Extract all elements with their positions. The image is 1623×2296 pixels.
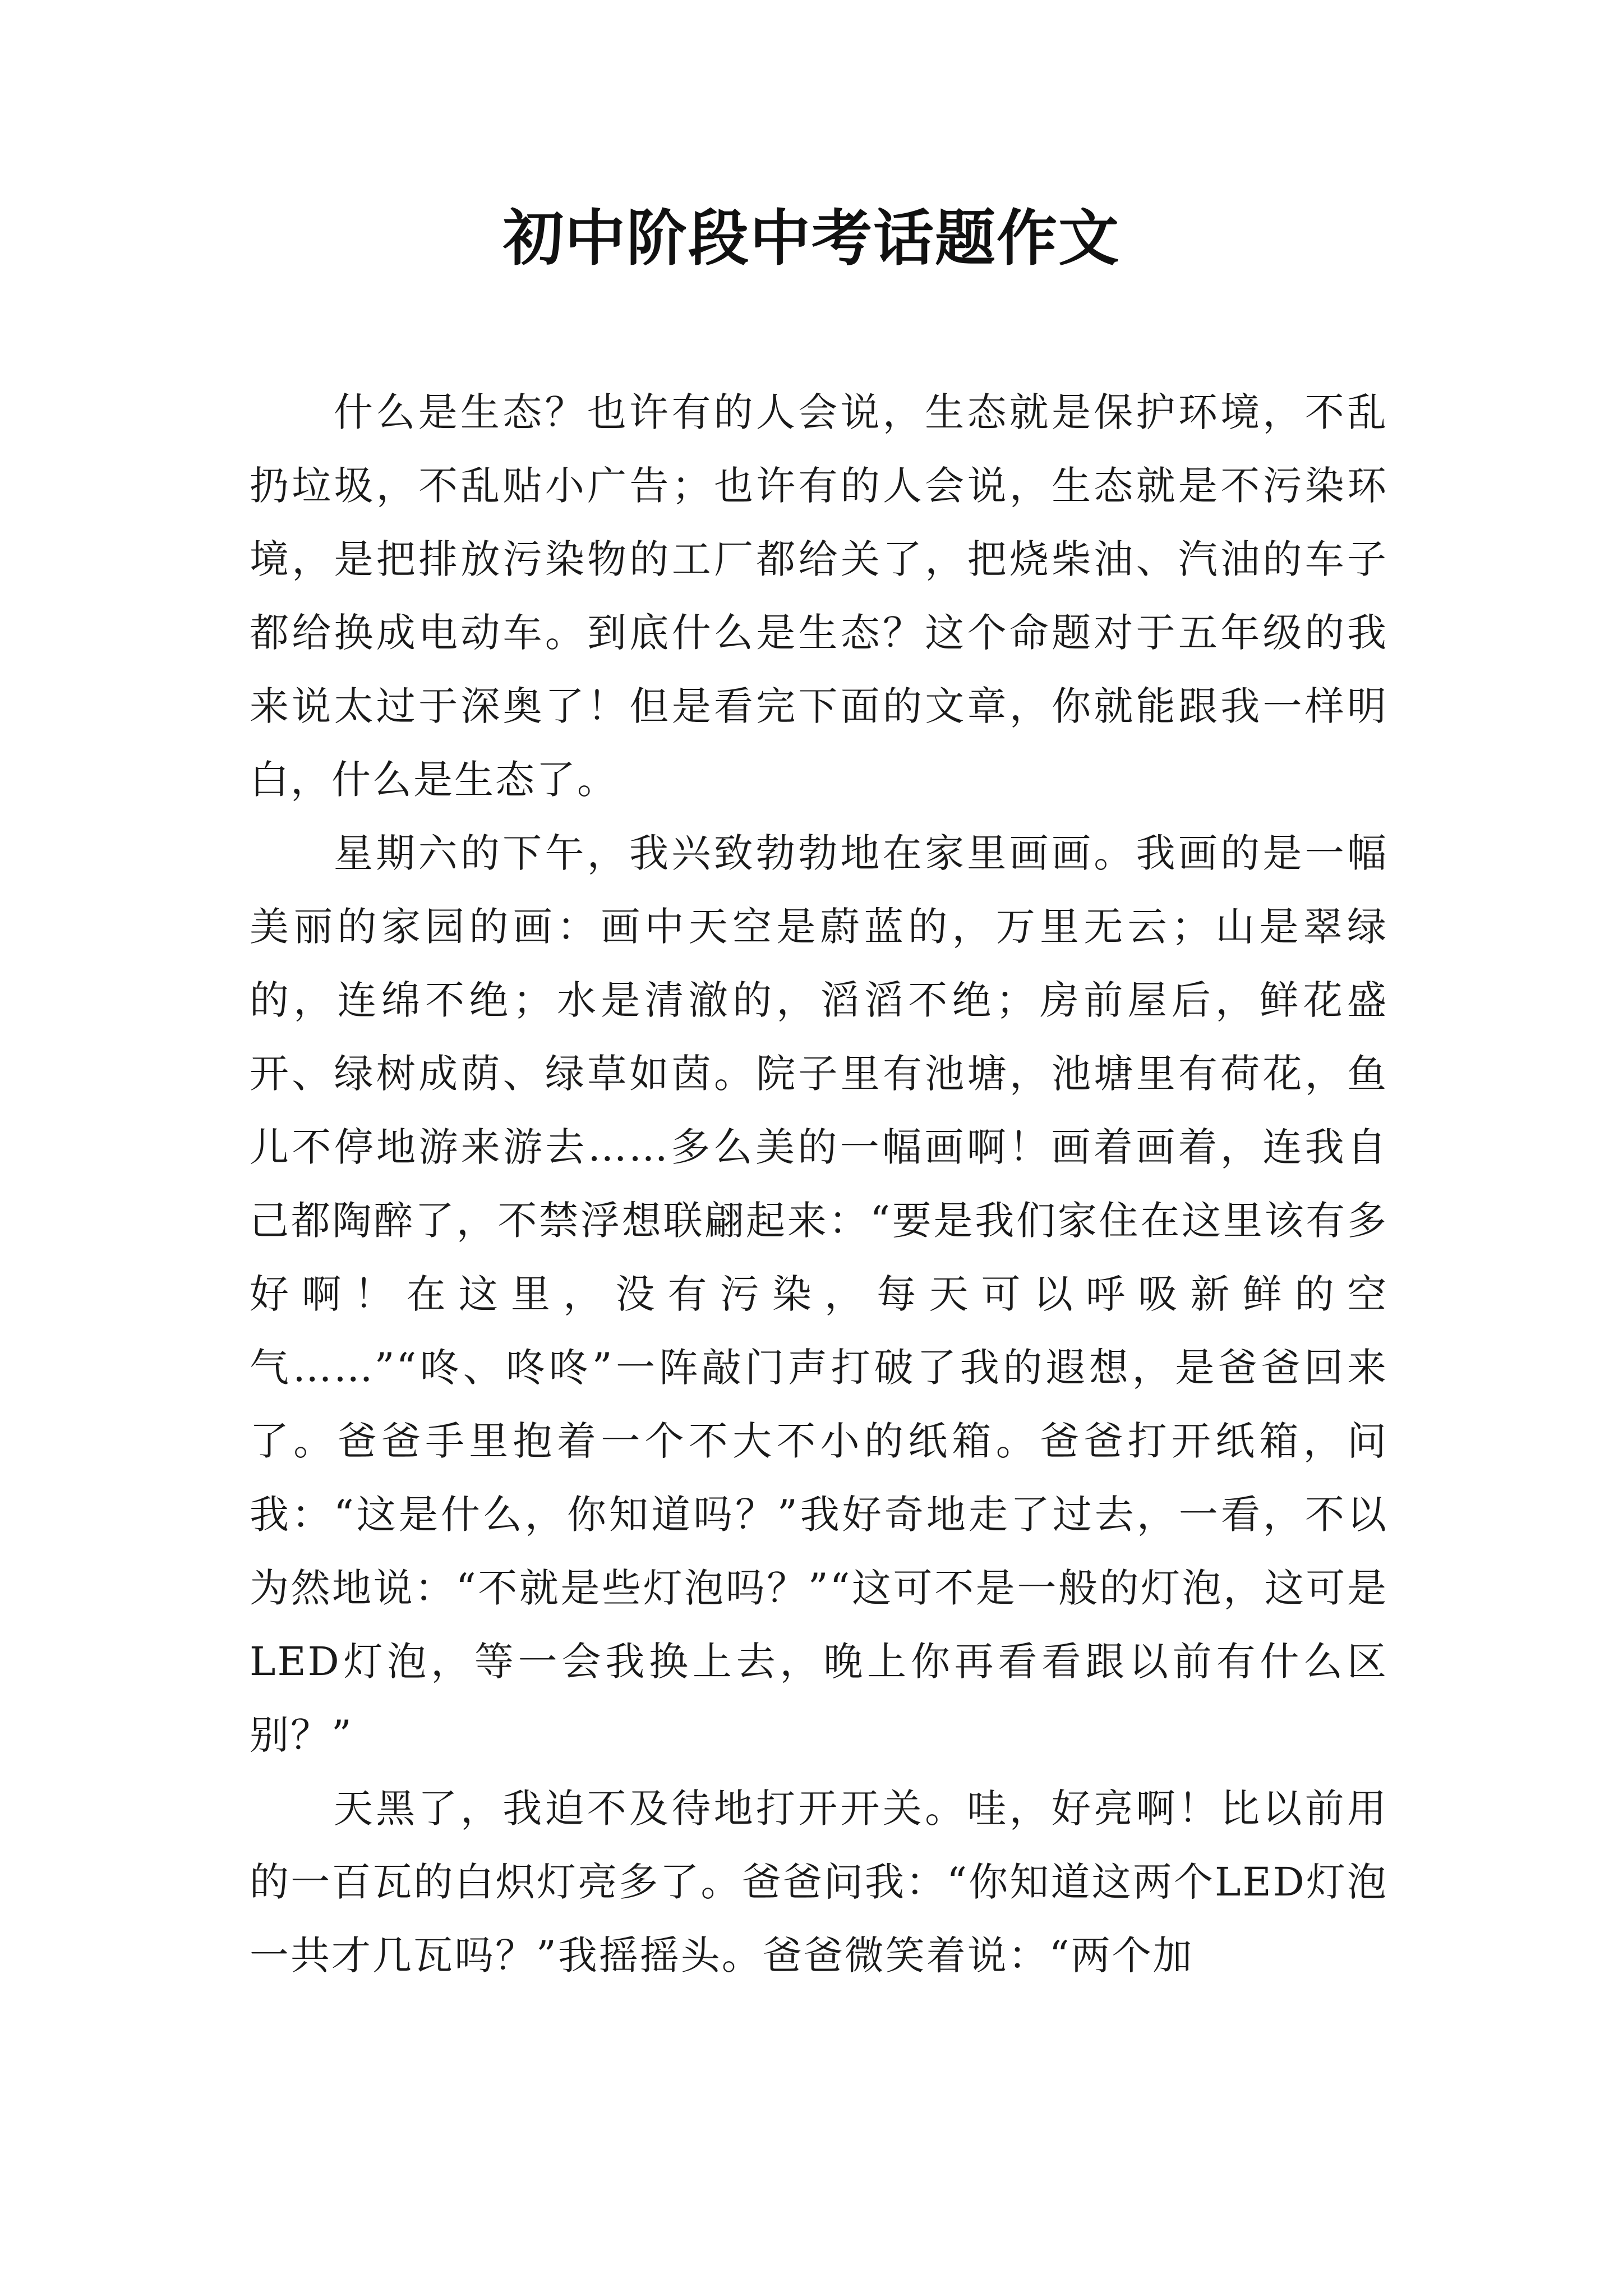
paragraph-2: 星期六的下午，我兴致勃勃地在家里画画。我画的是一幅美丽的家园的画：画中天空是蔚蓝的，万里无云；山是翠绿的，连绵不绝；水是清澈的，滔滔不绝；房前屋后，鲜花盛开、绿树成荫、绿草如茵。院子里有池塘，池塘里有荷花，鱼儿不停地游来游去……多么美的一幅画啊！画着画着，连我自己都陶醉了，不禁浮想联翩起来：“要是我们家住在这里该有多好啊！在这里，没有污染，每天可以呼吸新鲜的空气……”“咚、咚咚”一阵敲门声打破了我的遐想，是爸爸回来了。爸爸手里抱着一个不大不小的纸箱。爸爸打开纸箱，问我：“这是什么，你知道吗？”我好奇地走了过去，一看，不以为然地说：“不就是些灯泡吗？”“这可不是一般的灯泡，这可是LED灯泡，等一会我换上去，晚上你再看看跟以前有什么区别？” [250, 830, 1388, 1758]
essay-body [250, 376, 1388, 1993]
page-title: 初中阶段中考话题作文 [502, 203, 1120, 274]
paragraph-1: 什么是生态？也许有的人会说，生态就是保护环境，不乱扔垃圾，不乱贴小广告；也许有的人会说，生态就是不污染环境，是把排放污染物的工厂都给关了，把烧柴油、汽油的车子都给换成电动车。到底什么是生态？这个命题对于五年级的我来说太过于深奥了！但是看完下面的文章，你就能跟我一样明白，什么是生态了。 [250, 389, 1388, 803]
paragraph-3: 天黑了，我迫不及待地打开开关。哇，好亮啊！比以前用的一百瓦的白炽灯亮多了。爸爸问我：“你知道这两个LED灯泡一共才几瓦吗？”我摇摇头。爸爸微笑着说：“两个加 [250, 1786, 1388, 1978]
